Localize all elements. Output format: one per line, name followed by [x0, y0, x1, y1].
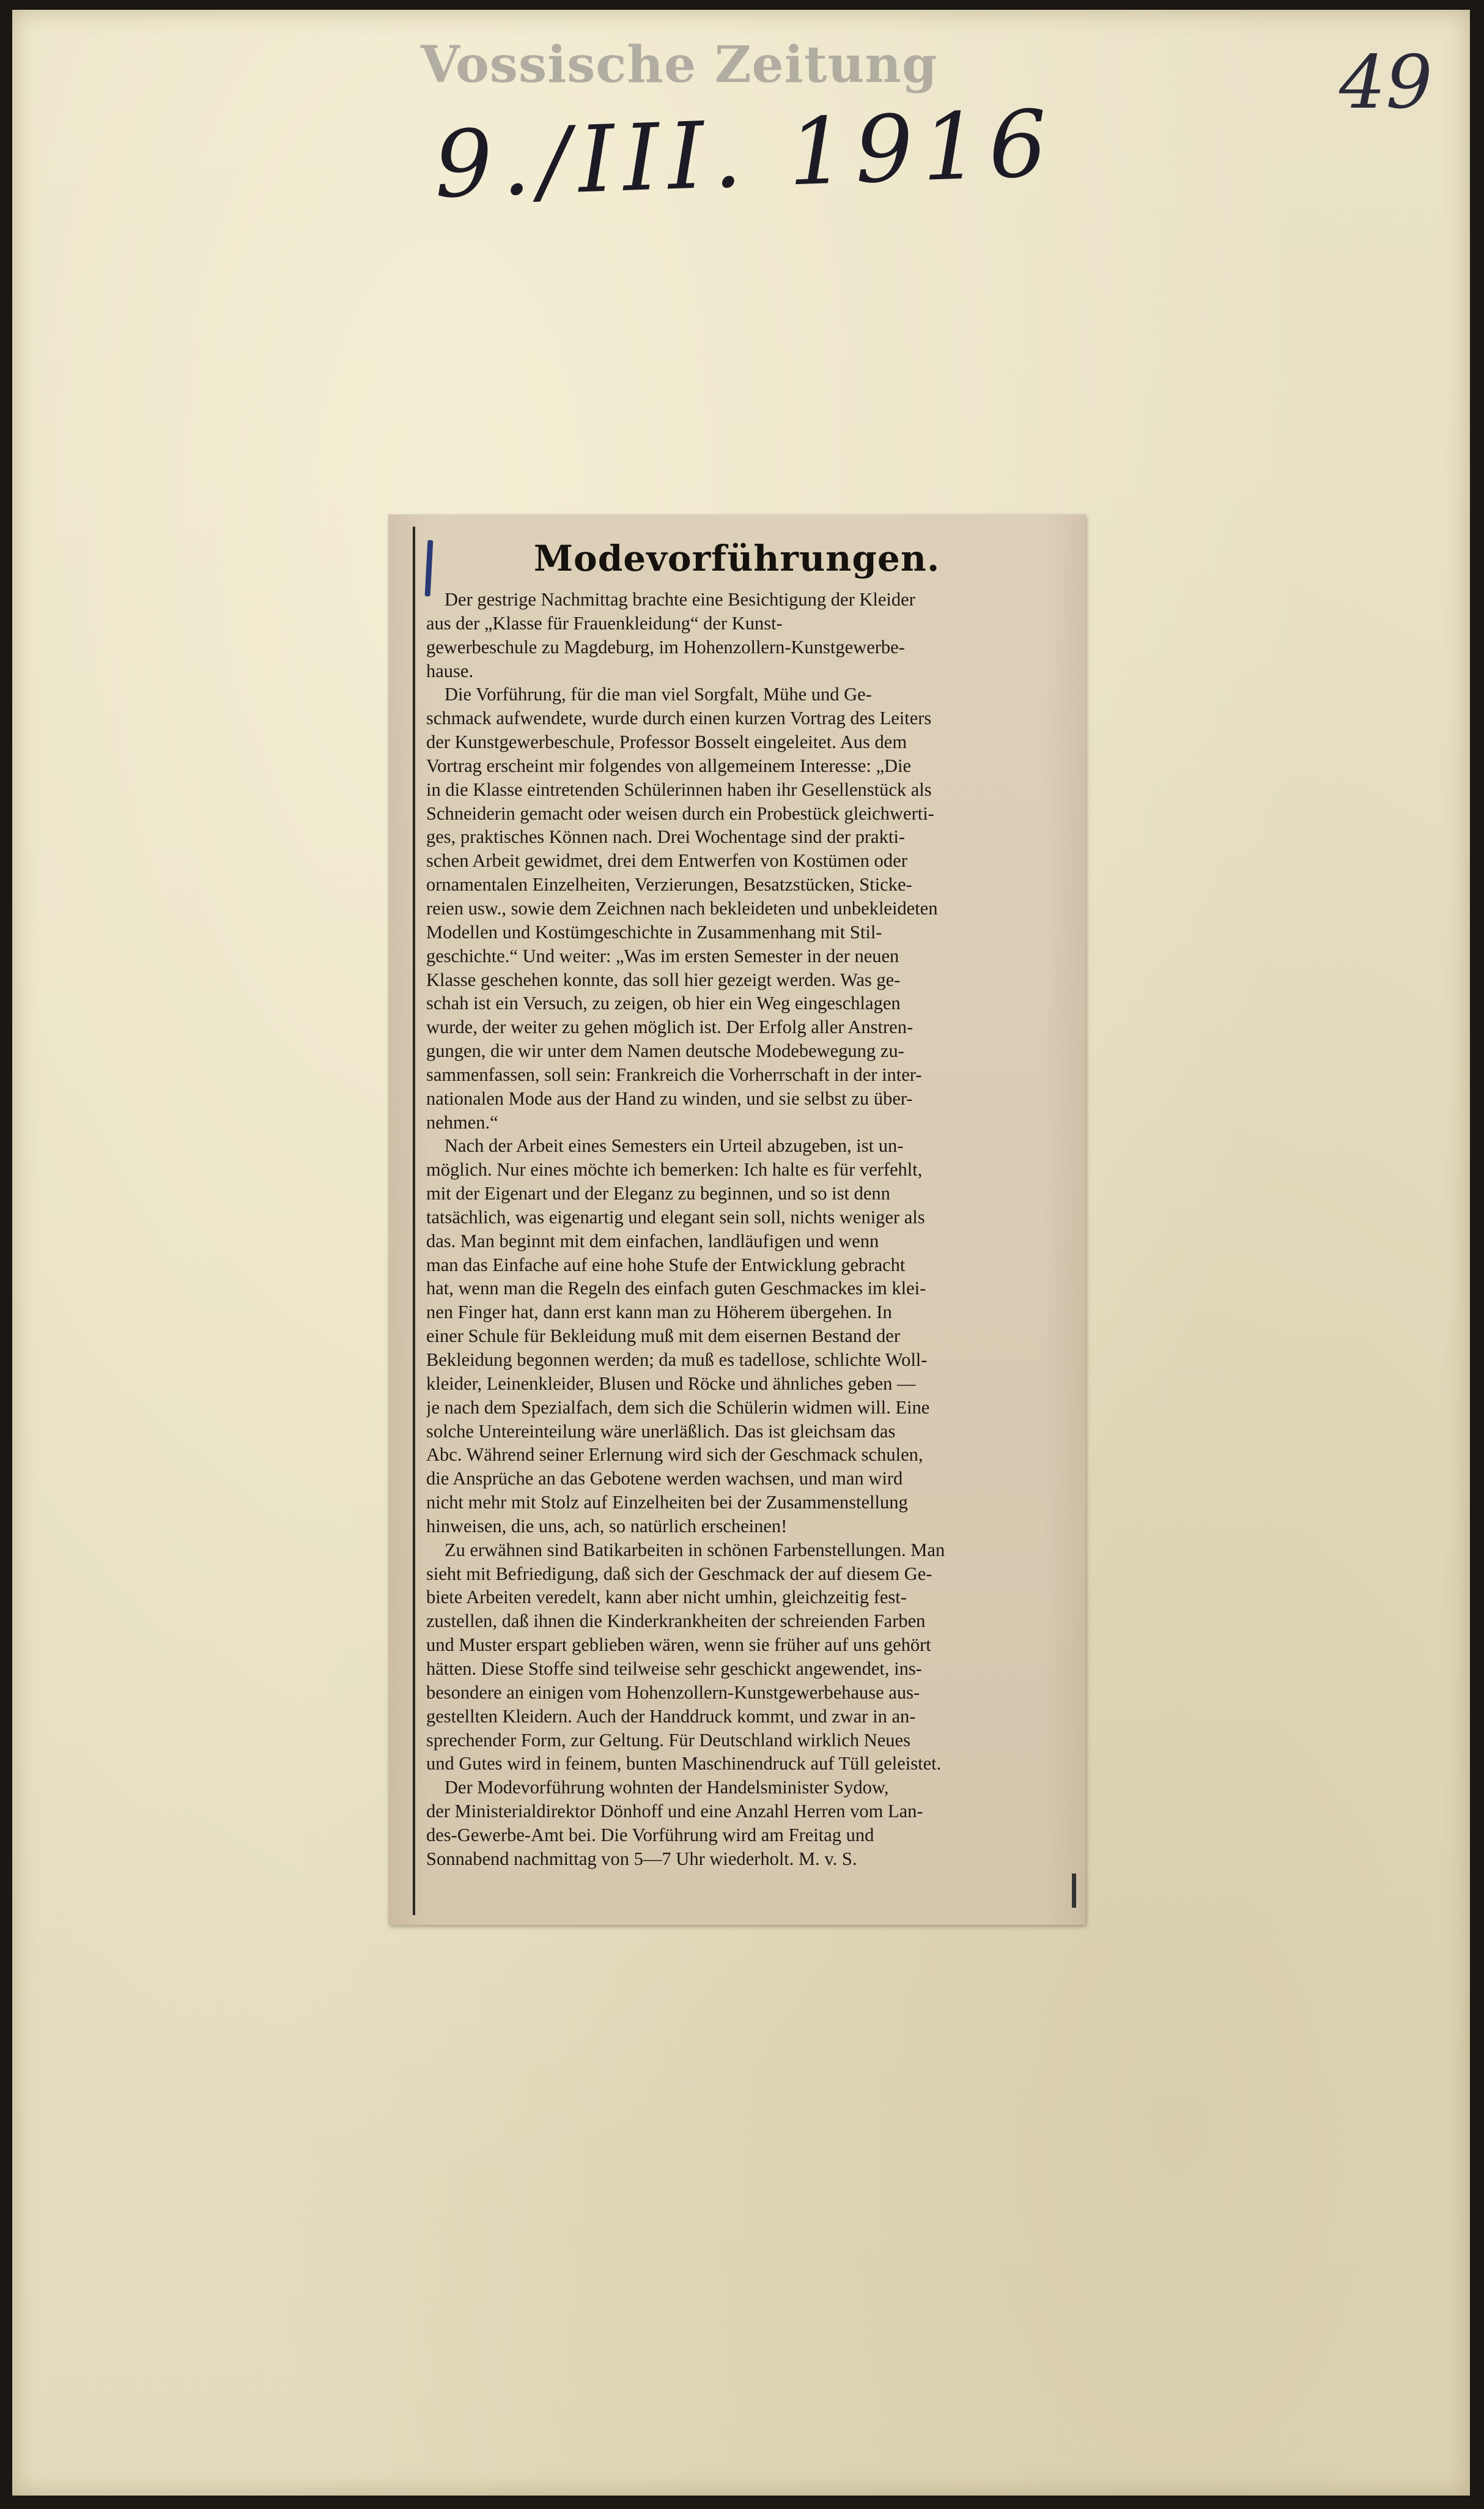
article-line: je nach dem Spezialfach, dem sich die Schülerin widmen will. Eine	[426, 1396, 930, 1418]
article-line: die Ansprüche an das Gebotene werden wachsen, und man wird	[426, 1468, 903, 1489]
article-line: nicht mehr mit Stolz auf Einzelheiten bei der Zusammenstellung	[426, 1492, 908, 1513]
newspaper-stamp: Vossische Zeitung	[421, 35, 938, 94]
article-line: nehmen.“	[426, 1111, 498, 1133]
article-line: sammenfassen, soll sein: Frankreich die Vorherrschaft in der inter-	[426, 1064, 922, 1085]
article-line: gungen, die wir unter dem Namen deutsche Modebewegung zu-	[426, 1040, 904, 1062]
article-line: biete Arbeiten veredelt, kann aber nicht umhin, gleichzeitig fest-	[426, 1587, 907, 1608]
article-line: Vortrag erscheint mir folgendes von allgemeinem Interesse: „Die	[426, 755, 912, 776]
article-line: solche Untereinteilung wäre unerläßlich. Das ist gleichsam das	[426, 1420, 896, 1442]
article-line: der Kunstgewerbeschule, Professor Bosselt eingeleitet. Aus dem	[426, 732, 907, 753]
article-line: aus der „Klasse für Frauenkleidung“ der Kunst-	[426, 612, 783, 634]
article-line: Der gestrige Nachmittag brachte eine Besichtigung der Kleider	[445, 589, 915, 610]
article-line: wurde, der weiter zu gehen möglich ist. Der Erfolg aller Anstren-	[426, 1017, 914, 1038]
article-line: besondere an einigen vom Hohenzollern-Kunstgewerbehause aus-	[426, 1681, 920, 1703]
article-line: der Ministerialdirektor Dönhoff und eine Anzahl Herren vom Lan-	[426, 1801, 923, 1822]
article-line: man das Einfache auf eine hohe Stufe der Entwicklung gebracht	[426, 1254, 906, 1275]
article-line: gestellten Kleidern. Auch der Handdruck kommt, und zwar in an-	[426, 1705, 916, 1727]
article-line: das. Man beginnt mit dem einfachen, landläufigen und wenn	[426, 1230, 879, 1251]
handwritten-date: 9./III. 1916	[432, 91, 1058, 219]
article-line: schen Arbeit gewidmet, drei dem Entwerfen von Kostümen oder	[426, 850, 907, 872]
article-line: Bekleidung begonnen werden; da muß es tadellose, schlichte Woll-	[426, 1349, 928, 1370]
article-line: schah ist ein Versuch, zu zeigen, ob hier ein Weg eingeschlagen	[426, 993, 901, 1014]
article-body	[426, 588, 1068, 1871]
article-line: Nach der Arbeit eines Semesters ein Urteil abzugeben, ist un-	[445, 1135, 904, 1157]
article-line: ornamentalen Einzelheiten, Verzierungen, Besatzstücken, Sticke-	[426, 874, 912, 895]
article-line: tatsächlich, was eigenartig und elegant sein soll, nichts weniger als	[426, 1206, 925, 1228]
article-line: Modellen und Kostümgeschichte in Zusammenhang mit Stil-	[426, 921, 882, 943]
article-line: des-Gewerbe-Amt bei. Die Vorführung wird am Freitag und	[426, 1824, 874, 1845]
article-line: und Gutes wird in feinem, bunten Maschinendruck auf Tüll geleistet.	[426, 1753, 942, 1774]
article-line: in die Klasse eintretenden Schülerinnen haben ihr Gesellenstück als	[426, 779, 932, 800]
article-line: zustellen, daß ihnen die Kinderkrankheiten der schreienden Farben	[426, 1610, 926, 1632]
article-line: hause.	[426, 660, 474, 681]
article-line: geschichte.“ Und weiter: „Was im ersten Semester in der neuen	[426, 945, 899, 966]
article-line: hinweisen, die uns, ach, so natürlich erscheinen!	[426, 1515, 788, 1536]
article-title: Modevorführungen.	[533, 538, 940, 579]
article-line: sieht mit Befriedigung, daß sich der Geschmack der auf diesem Ge-	[426, 1563, 932, 1584]
newspaper-clipping	[388, 514, 1085, 1925]
article-line: gewerbeschule zu Magdeburg, im Hohenzollern-Kunstgewerbe-	[426, 636, 905, 658]
article-line: hätten. Diese Stoffe sind teilweise sehr geschickt angewendet, ins-	[426, 1658, 922, 1679]
article-line: Sonnabend nachmittag von 5—7 Uhr wiederholt. M. v. S.	[426, 1848, 857, 1869]
article-line: reien usw., sowie dem Zeichnen nach bekleideten und unbekleideten	[426, 897, 938, 919]
folio-number: 49	[1339, 40, 1433, 125]
article-line: kleider, Leinenkleider, Blusen und Röcke und ähnliches geben —	[426, 1373, 916, 1394]
article-line: Zu erwähnen sind Batikarbeiten in schönen Farbenstellungen. Man	[445, 1539, 945, 1560]
column-rule	[413, 527, 415, 1915]
archive-sheet	[12, 10, 1470, 2496]
article-line: Der Modevorführung wohnten der Handelsminister Sydow,	[445, 1777, 889, 1798]
article-line: einer Schule für Bekleidung muß mit dem eisernen Bestand der	[426, 1325, 900, 1347]
article-line: mit der Eigenart und der Eleganz zu beginnen, und so ist denn	[426, 1183, 890, 1204]
article-line: Schneiderin gemacht oder weisen durch ein Probestück gleichwerti-	[426, 802, 934, 824]
article-line: hat, wenn man die Regeln des einfach guten Geschmackes im klei-	[426, 1278, 926, 1299]
article-line: schmack aufwendete, wurde durch einen kurzen Vortrag des Leiters	[426, 708, 932, 729]
article-line: nen Finger hat, dann erst kann man zu Höherem übergehen. In	[426, 1302, 892, 1323]
article-line: möglich. Nur eines möchte ich bemerken: Ich halte es für verfehlt,	[426, 1159, 923, 1180]
ink-mark	[1072, 1873, 1076, 1908]
article-line: und Muster erspart geblieben wären, wenn sie früher auf uns gehört	[426, 1634, 931, 1656]
article-line: Klasse geschehen konnte, das soll hier gezeigt werden. Was ge-	[426, 969, 901, 990]
article-line: Die Vorführung, für die man viel Sorgfalt, Mühe und Ge-	[445, 684, 872, 705]
article-line: nationalen Mode aus der Hand zu winden, und sie selbst zu über-	[426, 1088, 913, 1109]
article-line: Abc. Während seiner Erlernung wird sich der Geschmack schulen,	[426, 1444, 923, 1466]
article-line: sprechender Form, zur Geltung. Für Deutschland wirklich Neues	[426, 1729, 910, 1751]
article-line: ges, praktisches Können nach. Drei Wochentage sind der prakti-	[426, 826, 905, 848]
